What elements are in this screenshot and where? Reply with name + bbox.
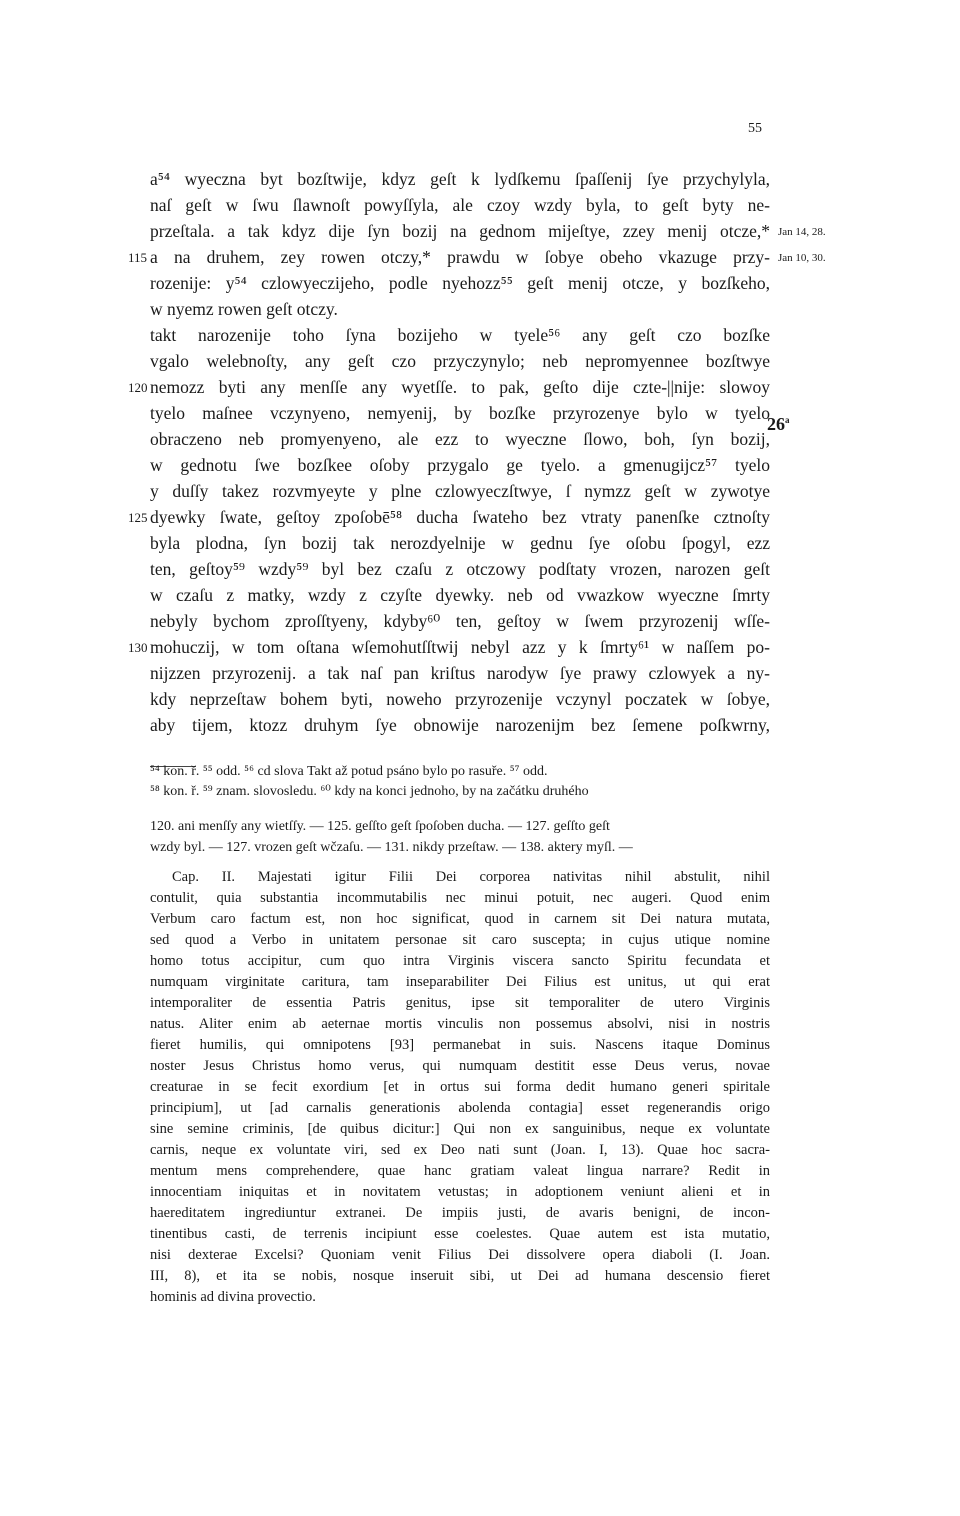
variant-line: 120. ani menſſy any wietſſy. — 125. geſſto geſt ſpoſoben ducha. — 127. geſſto geſt bbox=[150, 819, 610, 834]
latin-line: creaturae in se fecit exordium [et in ortus sui forma dedit humano generi spiritale bbox=[150, 1079, 770, 1095]
text-line: nemozz byti any menſſe any wyetſſe. to pak, geſto dije czte-||nije: slowoy bbox=[150, 377, 770, 397]
text-line: vgalo welebnoſty, any geſt czo przyczynylo; neb nepromyennee bozſtwye bbox=[150, 351, 770, 371]
latin-line: Verbum caro factum est, non hoc significat, quod in carnem sit Dei natura mutata, bbox=[150, 911, 770, 927]
latin-line: innocentiam iniquitas et in novitatem vetustas; in adoptionem veniunt alieni et in bbox=[150, 1184, 770, 1200]
text-line: w czaſu z matky, wzdy z czyſte dyewky. neb od vwazkow wyeczne ſmrty bbox=[150, 585, 770, 605]
text-line: nijzzen przyrozenij. a tak naſ pan kriſtus narodyw ſye prawy czlowyek a ny- bbox=[150, 663, 770, 683]
variant-line: wzdy byl. — 127. vrozen geſt wčzaſu. — 131. nikdy przeſtaw. — 138. aktery myſl. — bbox=[150, 840, 633, 855]
latin-line: tinentibus casti, de terrenis incipiunt esse coelestes. Quae autem est ista mutatio, bbox=[150, 1226, 770, 1242]
text-line: tyelo maſnee vczynyeno, nemyenij, by bozſke przyrozenye bylo w tyelo bbox=[150, 403, 770, 423]
text-line: byla plodna, ſyn bozij tak nerozdyelnije w gednu ſye oſobu ſpogyl, ezz bbox=[150, 533, 770, 553]
margin-reference: Jan 14, 28. bbox=[778, 226, 826, 238]
text-line: nebyly bychom zproſſtyeny, kdyby⁶⁰ ten, geſtoy w ſwem przyrozenij wſſe- bbox=[150, 611, 770, 631]
latin-line: sine semine criminis, [de quibus dicitur:] Qui non ex sanguinibus, neque ex voluntate bbox=[150, 1121, 770, 1137]
latin-line: sed quod a Verbo in unitatem personae sit caro suscepta; in cujus utique nomine bbox=[150, 932, 770, 948]
text-line: przeſtala. a tak kdyz dije ſyn bozij na gednom mijeſtye, zzey menij otcze,* bbox=[150, 221, 770, 241]
text-line: mohuczij, w tom oſtana wſemohutſſtwij nebyl azz y k ſmrty⁶¹ w naſſem po- bbox=[150, 637, 770, 657]
text-line: a⁵⁴ wyeczna byt bozſtwije, kdyz geſt k lydſkemu ſpaſſenij ſye przychylyla, bbox=[150, 169, 770, 189]
footnote-line: ⁵⁸ kon. ř. ⁵⁹ znam. slovosledu. ⁶⁰ kdy na konci jednoho, by na začátku druhého bbox=[150, 784, 589, 799]
latin-line: mentum mens comprehendere, quae hanc gratiam valeat lingua narrare? Redit in bbox=[150, 1163, 770, 1179]
text-line: naſ geſt w ſwu ſlawnoſt powyſſyla, ale czoy wzdy byla, to geſt byty ne- bbox=[150, 195, 770, 215]
latin-line: Cap. II. Majestati igitur Filii Dei corporea nativitas nihil abstulit, nihil bbox=[172, 869, 770, 885]
line-number: 125 bbox=[128, 510, 148, 525]
latin-line: haereditatem ingrediuntur extranei. De impiis justi, de avaris benigni, de incon- bbox=[150, 1205, 770, 1221]
page-number: 55 bbox=[748, 121, 762, 136]
latin-line: III, 8), et ita se nobis, nosque inseruit sibi, ut Dei ad humana descensio fieret bbox=[150, 1268, 770, 1284]
latin-line: numquam virginitate caritura, tam inseparabiliter Dei Filius est unitus, ut qui erat bbox=[150, 974, 770, 990]
text-line: w nyemz rowen geſt otczy. bbox=[150, 299, 338, 319]
latin-line: carnis, neque ex voluntate viri, sed ex Deo nati sunt (Joan. I, 13). Quae hoc sacra- bbox=[150, 1142, 770, 1158]
latin-line: hominis ad divina provectio. bbox=[150, 1289, 316, 1305]
latin-line: natus. Aliter enim ab aeternae mortis vinculis non possemus absolvi, nisi in nostris bbox=[150, 1016, 770, 1032]
text-line: rozenije: y⁵⁴ czlowyeczijeho, podle nyehozz⁵⁵ geſt menij otcze, y bozſkeho, bbox=[150, 273, 770, 293]
footnote-line: ⁵⁴ kon. ř. ⁵⁵ odd. ⁵⁶ cd slova Takt až potud psáno bylo po rasuře. ⁵⁷ odd. bbox=[150, 764, 548, 779]
line-number: 115 bbox=[128, 250, 148, 265]
text-line: w gednotu ſwe bozſkee oſoby przygalo ge tyelo. a gmenugijcz⁵⁷ tyelo bbox=[150, 455, 770, 475]
latin-line: nisi dexterae Excelsi? Quoniam venit Filius Dei dissolvere opera diaboli (I. Joan. bbox=[150, 1247, 770, 1263]
latin-line: principium], ut [ad carnalis generationis abolenda contagia] esset regenerandis origo bbox=[150, 1100, 770, 1116]
text-line: ten, geſtoy⁵⁹ wzdy⁵⁹ byl bez czaſu z otczowy podſtaty vrozen, narozen geſt bbox=[150, 559, 770, 579]
folio-note: 26$^a$ bbox=[767, 414, 790, 434]
latin-line: contulit, quia substantia incommutabilis nec minui potuit, nec augeri. Quod enim bbox=[150, 890, 770, 906]
latin-line: noster Jesus Christus homo verus, qui numquam destitit esse Deus verus, novae bbox=[150, 1058, 770, 1074]
latin-line: homo totus accipitur, cum quo intra Virginis viscera sancto Spiritu fecundata et bbox=[150, 953, 770, 969]
latin-line: intemporaliter de essentia Patris genitus, ipse sit temporaliter de utero Virginis bbox=[150, 995, 770, 1011]
text-line: kdy neprzeſtaw bohem byti, noweho przyrozenije vczynyl poczatek w ſobye, bbox=[150, 689, 770, 709]
margin-reference: Jan 10, 30. bbox=[778, 252, 826, 264]
latin-line: fieret humilis, qui omnipotens [93] permanebat in suis. Nascens itaque Dominus bbox=[150, 1037, 770, 1053]
text-line: aby tijem, ktozz druhym ſye obnowije narozenijm bez ſemene poſkwrny, bbox=[150, 715, 770, 735]
line-number: 120 bbox=[128, 380, 148, 395]
text-line: obraczeno neb promyenyeno, ale ezz to wyeczne ſlowo, boh, ſyn bozij, bbox=[150, 429, 770, 449]
text-line: a na druhem, zey rowen otczy,* prawdu w ſobye obeho vkazuge przy- bbox=[150, 247, 770, 267]
text-line: y duſſy takez rozvmyeyte y plne czlowyeczſtwye, ſ nymzz geſt w zywotye bbox=[150, 481, 770, 501]
text-line: takt narozenije toho ſyna bozijeho w tyele⁵⁶ any geſt czo bozſke bbox=[150, 325, 770, 345]
line-number: 130 bbox=[128, 640, 148, 655]
text-line: dyewky ſwate, geſtoy zpoſobē⁵⁸ ducha ſwateho bez vtraty panenſke cztnoſty bbox=[150, 507, 770, 527]
